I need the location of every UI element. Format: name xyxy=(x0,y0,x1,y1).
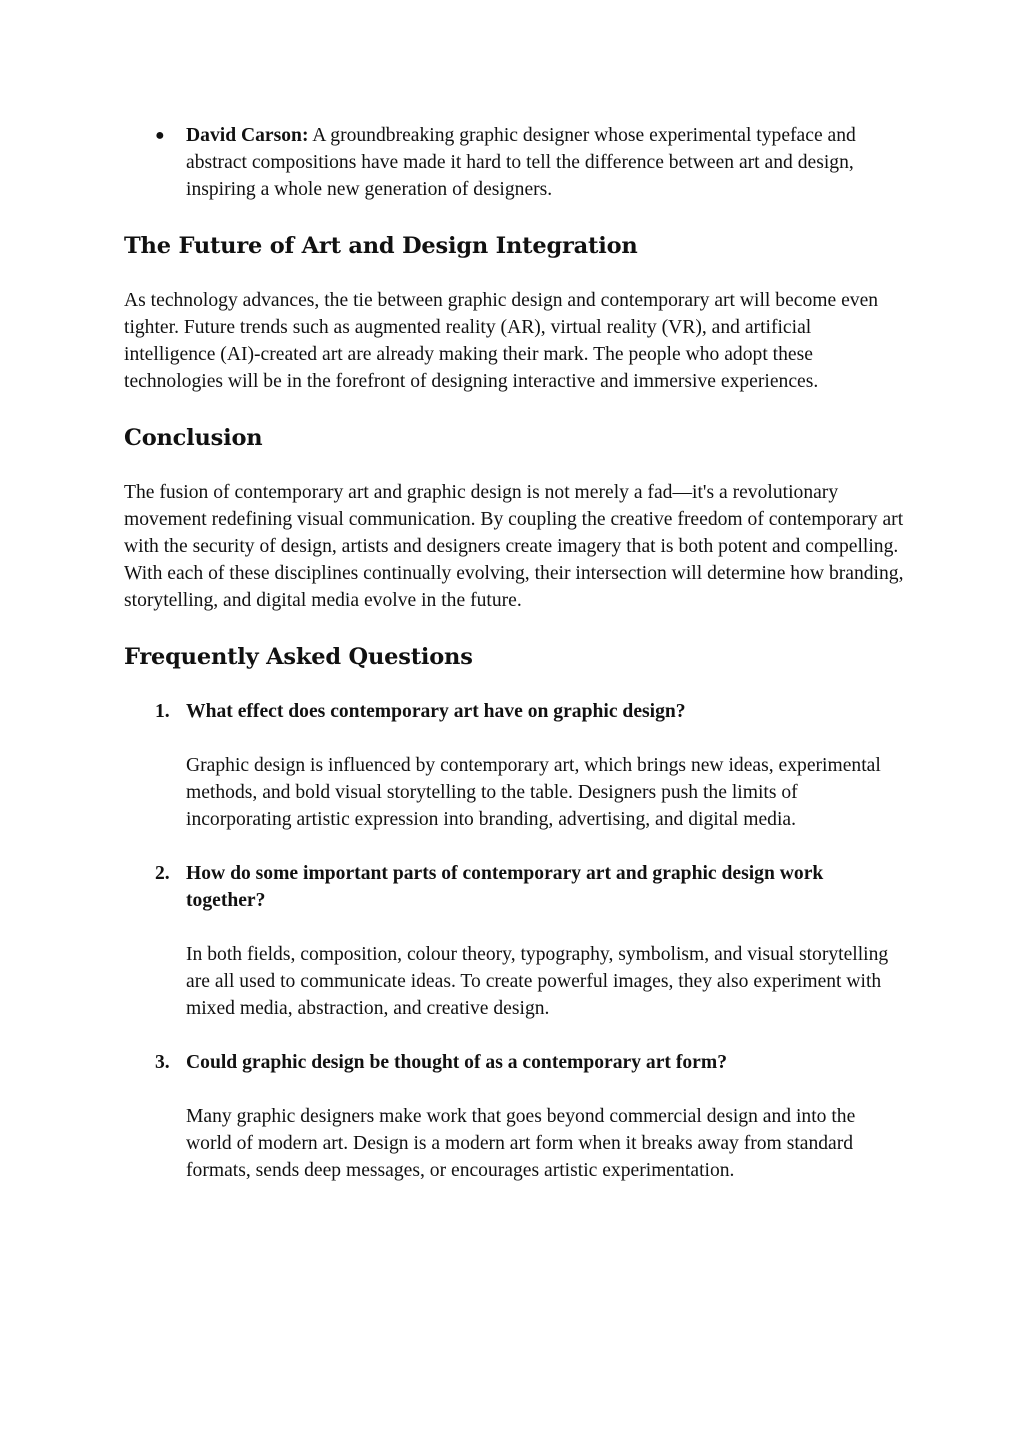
bullet-item-david-carson xyxy=(155,122,904,203)
designer-bullet-list xyxy=(155,122,904,203)
future-heading: The Future of Art and Design Integration xyxy=(124,233,638,259)
faq-number: 3. xyxy=(155,1052,170,1073)
faq-number: 2. xyxy=(155,863,170,884)
faq-answer: Many graphic designers make work that goes beyond commercial design and into the world of modern art. Design is a modern art form when it breaks away from standard formats, sends deep messages, or encourages artistic experimentation. xyxy=(186,1106,856,1181)
faq-answer: Graphic design is influenced by contemporary art, which brings new ideas, experimental methods, and bold visual storytelling to the table. Designers push the limits of incorporating artistic expression into branding, advertising, and digital media. xyxy=(186,755,881,830)
document-content xyxy=(124,122,904,1211)
faq-question: What effect does contemporary art have on graphic design? xyxy=(186,701,686,722)
faq-heading: Frequently Asked Questions xyxy=(124,644,473,670)
conclusion-heading: Conclusion xyxy=(124,425,263,451)
faq-question: How do some important parts of contemporary art and graphic design work together? xyxy=(186,863,824,911)
bullet-item-name: David Carson: xyxy=(186,125,309,146)
future-paragraph: As technology advances, the tie between graphic design and contemporary art will become even tighter. Future trends such as augmented reality (AR), virtual reality (VR), and artificial intelligence (AI)-created art are already making their mark. The people who adopt these technologies will be in the forefront of designing interactive and immersive experiences. xyxy=(124,290,879,392)
faq-item-3 xyxy=(155,1049,904,1184)
faq-question: Could graphic design be thought of as a contemporary art form? xyxy=(186,1052,727,1073)
bullet-item-text: A groundbreaking graphic designer whose experimental typeface and abstract compositions have made it hard to tell the difference between art and design, inspiring a whole new generation of designers. xyxy=(186,125,856,200)
faq-number: 1. xyxy=(155,701,170,722)
conclusion-paragraph: The fusion of contemporary art and graphic design is not merely a fad—it's a revolutionary movement redefining visual communication. By coupling the creative freedom of contemporary art with the security of design, artists and designers create imagery that is both potent and compelling. With each of these disciplines continually evolving, their intersection will determine how branding, storytelling, and digital media evolve in the future. xyxy=(124,482,904,611)
faq-answer: In both fields, composition, colour theory, typography, symbolism, and visual storytelling are all used to communicate ideas. To create powerful images, they also experiment with mixed media, abstraction, and creative design. xyxy=(186,944,889,1019)
faq-list xyxy=(155,698,904,1184)
faq-item-2 xyxy=(155,860,904,1022)
faq-item-1 xyxy=(155,698,904,833)
bullet-dot-icon: ● xyxy=(155,127,165,144)
